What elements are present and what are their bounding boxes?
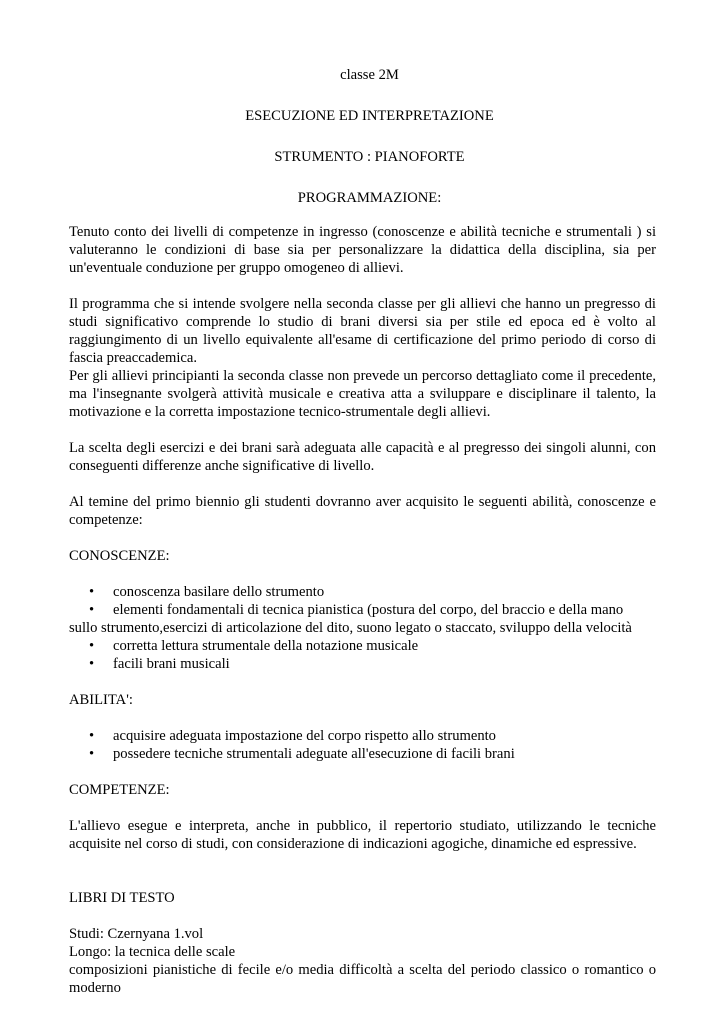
- list-item-text: elementi fondamentali di tecnica pianistica (postura del corpo, del braccio e della mano: [113, 602, 624, 618]
- libri-composizioni: composizioni pianistiche di fecile e/o media difficoltà a scelta del periodo classico o romantico o moderno: [69, 962, 656, 996]
- list-item-continuation: sullo strumento,esercizi di articolazione del dito, suono legato o staccato, sviluppo della velocità: [69, 620, 632, 636]
- intro-paragraph: Tenuto conto dei livelli di competenze in ingresso (conoscenze e abilità tecniche e strumentali ) si valuteranno le condizioni di base sia per personalizzare la didattica della disciplina, sia per un'eventuale conduzione per gruppo omogeneo di allievi.: [69, 224, 656, 276]
- beginners-paragraph: Per gli allievi principianti la seconda classe non prevede un percorso dettagliato come il precedente, ma l'insegnante svolgerà attività musicale e creativa atta a sviluppare e disciplinare il talento, la motivazione e la corretta impostazione tecnico-strumentale degli allievi.: [69, 368, 656, 420]
- list-item-text: conoscenza basilare dello strumento: [113, 584, 325, 600]
- list-item: [69, 601, 656, 619]
- bullet-icon: •: [89, 746, 95, 762]
- bullet-icon: •: [89, 584, 95, 600]
- list-item: [69, 745, 656, 763]
- conoscenze-list: [69, 583, 656, 619]
- list-item-text: acquisire adeguata impostazione del corpo rispetto allo strumento: [113, 728, 496, 744]
- document-page: [69, 66, 656, 997]
- program-paragraph: Il programma che si intende svolgere nella seconda classe per gli allievi che hanno un pregresso di studi significativo comprende lo studio di brani diversi sia per stile ed epoca ed è volto al raggiungimento di un livello equivalente all'esame di certificazione del primo periodo di corso di fascia preaccademica.: [69, 296, 656, 366]
- list-item: [69, 583, 656, 601]
- end-biennium-paragraph: Al temine del primo biennio gli studenti dovranno aver acquisito le seguenti abilità, conoscenze e competenze:: [69, 494, 656, 528]
- bullet-icon: •: [89, 728, 95, 744]
- conoscenze-heading: CONOSCENZE:: [69, 548, 170, 564]
- competenze-heading: COMPETENZE:: [69, 782, 170, 798]
- list-item: [69, 727, 656, 745]
- subject-title: ESECUZIONE ED INTERPRETAZIONE: [245, 108, 494, 124]
- libri-studi: Studi: Czernyana 1.vol: [69, 926, 204, 942]
- program-title: PROGRAMMAZIONE:: [297, 190, 442, 206]
- list-item-text: possedere tecniche strumentali adeguate all'esecuzione di facili brani: [113, 746, 515, 762]
- choice-paragraph: La scelta degli esercizi e dei brani sarà adeguata alle capacità e al pregresso dei singoli alunni, con conseguenti differenze anche significative di livello.: [69, 440, 656, 474]
- class-label: classe 2M: [340, 67, 399, 83]
- libri-heading: LIBRI DI TESTO: [69, 890, 175, 906]
- libri-longo: Longo: la tecnica delle scale: [69, 944, 236, 960]
- bullet-icon: •: [89, 656, 95, 672]
- abilita-list: [69, 727, 656, 763]
- competenze-paragraph: L'allievo esegue e interpreta, anche in pubblico, il repertorio studiato, utilizzando le tecniche acquisite nel corso di studi, con considerazione di indicazioni agogiche, dinamiche ed espressive.: [69, 818, 656, 852]
- instrument-title: STRUMENTO : PIANOFORTE: [274, 149, 465, 165]
- bullet-icon: •: [89, 602, 95, 618]
- list-item: [69, 637, 656, 655]
- list-item-text: facili brani musicali: [113, 656, 230, 672]
- list-item: [69, 655, 656, 673]
- list-item-text: corretta lettura strumentale della notazione musicale: [113, 638, 419, 654]
- bullet-icon: •: [89, 638, 95, 654]
- conoscenze-list-continued: [69, 637, 656, 673]
- abilita-heading: ABILITA':: [69, 692, 133, 708]
